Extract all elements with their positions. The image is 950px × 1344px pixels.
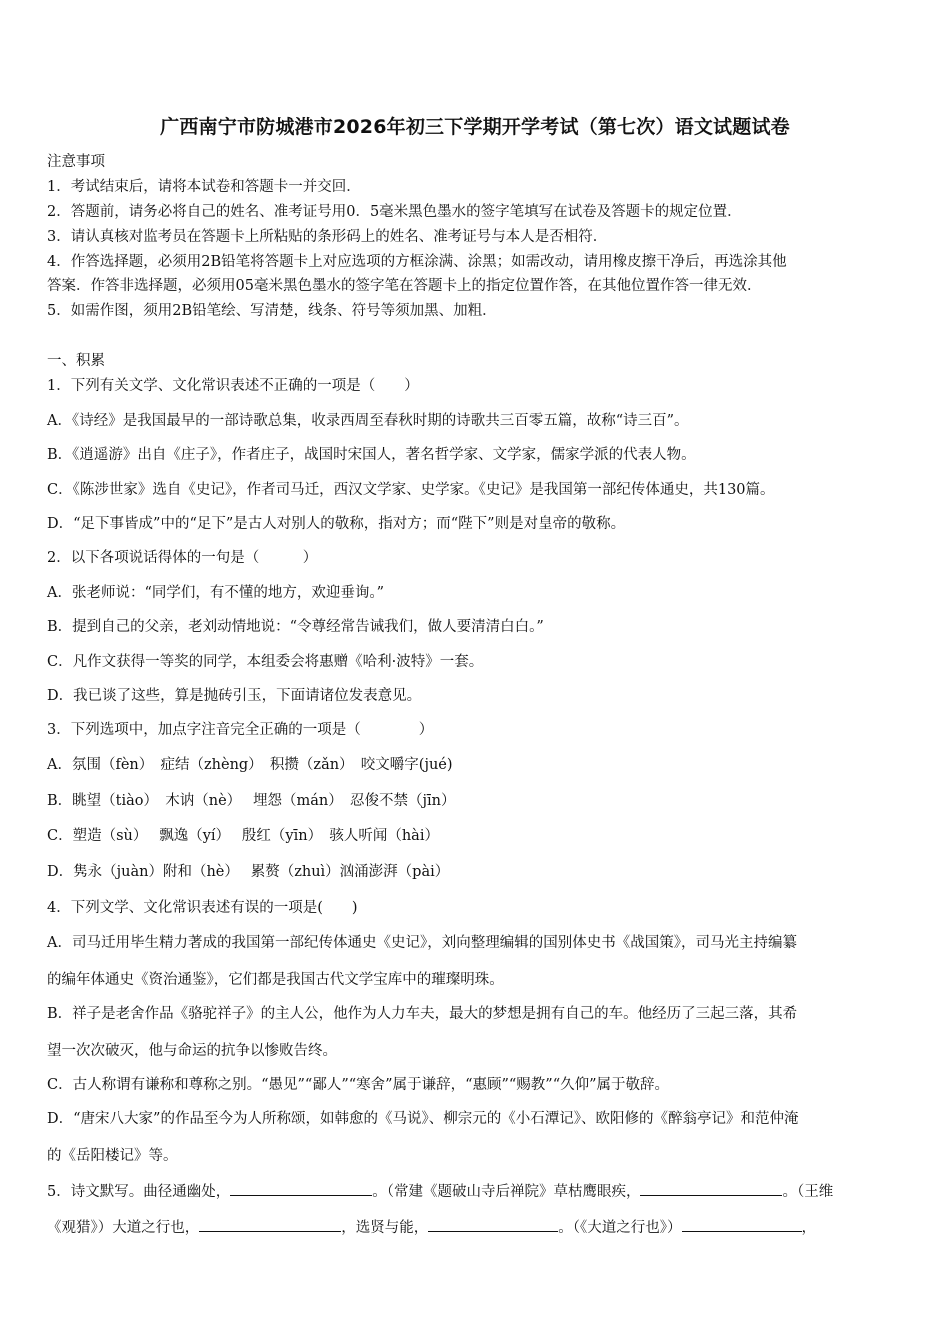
q5-text: 5．诗文默写。曲径通幽处，	[47, 1184, 231, 1200]
q2-option-a: A．张老师说：“同学们，有不懂的地方，欢迎垂询。”	[47, 585, 385, 601]
q4-option-b-cont: 望一次次破灭，他与命运的抗争以惨败告终。	[47, 1043, 337, 1059]
q4-option-c: C．古人称谓有谦称和尊称之别。“愚见”“鄙人”“寒舍”属于谦辞，“惠顾”“赐教”“久仰”属于敬辞。	[47, 1077, 670, 1093]
q5-text: 。（《大道之行也》）	[558, 1220, 682, 1236]
notice-item: 4．作答选择题，必须用2B铅笔将答题卡上对应选项的方框涂满、涂黑；如需改动，请用橡皮擦干净后，再选涂其他	[47, 254, 787, 270]
q3-option-b: B．眺望（tiào） 木讷（nè） 埋怨（mán） 忍俊不禁（jīn）	[47, 793, 456, 809]
question-3-stem: 3．下列选项中，加点字注音完全正确的一项是（ ）	[47, 722, 434, 738]
notice-item: 2．答题前，请务必将自己的姓名、准考证号用0．5毫米黑色墨水的签字笔填写在试卷及答题卡的规定位置．	[47, 204, 742, 220]
q3-option-c: C．塑造（sù） 飘逸（yí） 殷红（yīn） 骇人听闻（hài）	[47, 828, 439, 844]
page-title: 广西南宁市防城港市2026年初三下学期开学考试（第七次）语文试题试卷	[160, 116, 790, 138]
q3-option-d: D．隽永（juàn）附和（hè） 累赘（zhuì）汹涌澎湃（pài）	[47, 864, 450, 880]
question-5-line-1	[47, 1180, 917, 1202]
q2-option-d: D．我已谈了这些，算是抛砖引玉，下面请诸位发表意见。	[47, 688, 422, 704]
q5-text: ，选贤与能，	[341, 1220, 429, 1236]
q3-option-a: A．氛围（fèn） 症结（zhèng） 积攒（zǎn） 咬文嚼字(jué)	[47, 757, 453, 773]
q5-text: 《观猎》）大道之行也，	[47, 1220, 200, 1236]
q1-option-a: A．《诗经》是我国最早的一部诗歌总集，收录西周至春秋时期的诗歌共三百零五篇，故称“诗三百”。	[47, 413, 689, 429]
q4-option-b: B．祥子是老舍作品《骆驼祥子》的主人公，他作为人力车夫，最大的梦想是拥有自己的车。他经历了三起三落，其希	[47, 1006, 798, 1022]
q2-option-c: C．凡作文获得一等奖的同学，本组委会将惠赠《哈利·波特》一套。	[47, 654, 484, 670]
answer-blank[interactable]	[199, 1216, 341, 1232]
question-2-stem: 2．以下各项说话得体的一句是（ ）	[47, 550, 318, 566]
q1-option-b: B．《逍遥游》出自《庄子》，作者庄子，战国时宋国人，著名哲学家、文学家，儒家学派的代表人物。	[47, 447, 696, 463]
q1-option-c: C．《陈涉世家》选自《史记》，作者司马迁，西汉文学家、史学家。《史记》是我国第一部纪传体通史，共130篇。	[47, 482, 775, 498]
answer-blank[interactable]	[682, 1216, 802, 1232]
notice-item: 3．请认真核对监考员在答题卡上所粘贴的条形码上的姓名、准考证号与本人是否相符．	[47, 229, 608, 245]
notice-item: 答案．作答非选择题，必须用05毫米黑色墨水的签字笔在答题卡上的指定位置作答，在其他位置作答一律无效．	[47, 278, 762, 294]
q5-text: 。（王维	[782, 1184, 834, 1200]
q4-option-a-cont: 的编年体通史《资治通鉴》，它们都是我国古代文学宝库中的璀璨明珠。	[47, 972, 504, 988]
section-heading: 一、积累	[47, 353, 105, 369]
q4-option-d: D．“唐宋八大家”的作品至今为人所称颂，如韩愈的《马说》、柳宗元的《小石潭记》、欧阳修的《醉翁亭记》和范仲淹	[47, 1111, 799, 1127]
notice-item: 1．考试结束后，请将本试卷和答题卡一并交回．	[47, 179, 361, 195]
question-4-stem: 4．下列文学、文化常识表述有误的一项是( )	[47, 900, 358, 916]
question-5-line-2	[47, 1216, 917, 1238]
q4-option-d-cont: 的《岳阳楼记》等。	[47, 1148, 178, 1164]
question-1-stem: 1．下列有关文学、文化常识表述不正确的一项是（ ）	[47, 378, 419, 394]
answer-blank[interactable]	[428, 1216, 558, 1232]
q2-option-b: B．提到自己的父亲，老刘动情地说：“令尊经常告诫我们，做人要清清白白。”	[47, 619, 544, 635]
answer-blank[interactable]	[230, 1180, 372, 1196]
notice-item: 5．如需作图，须用2B铅笔绘、写清楚，线条、符号等须加黑、加粗．	[47, 303, 497, 319]
answer-blank[interactable]	[640, 1180, 782, 1196]
q5-text: ，	[801, 1220, 816, 1236]
q1-option-d: D．“足下事皆成”中的“足下”是古人对别人的敬称，指对方；而“陛下”则是对皇帝的敬称。	[47, 516, 626, 532]
q4-option-a: A．司马迁用毕生精力著成的我国第一部纪传体通史《史记》，刘向整理编辑的国别体史书《战国策》，司马光主持编纂	[47, 935, 797, 951]
q5-text: 。（常建《题破山寺后禅院》草枯鹰眼疾，	[372, 1184, 641, 1200]
notice-heading: 注意事项	[47, 154, 105, 170]
